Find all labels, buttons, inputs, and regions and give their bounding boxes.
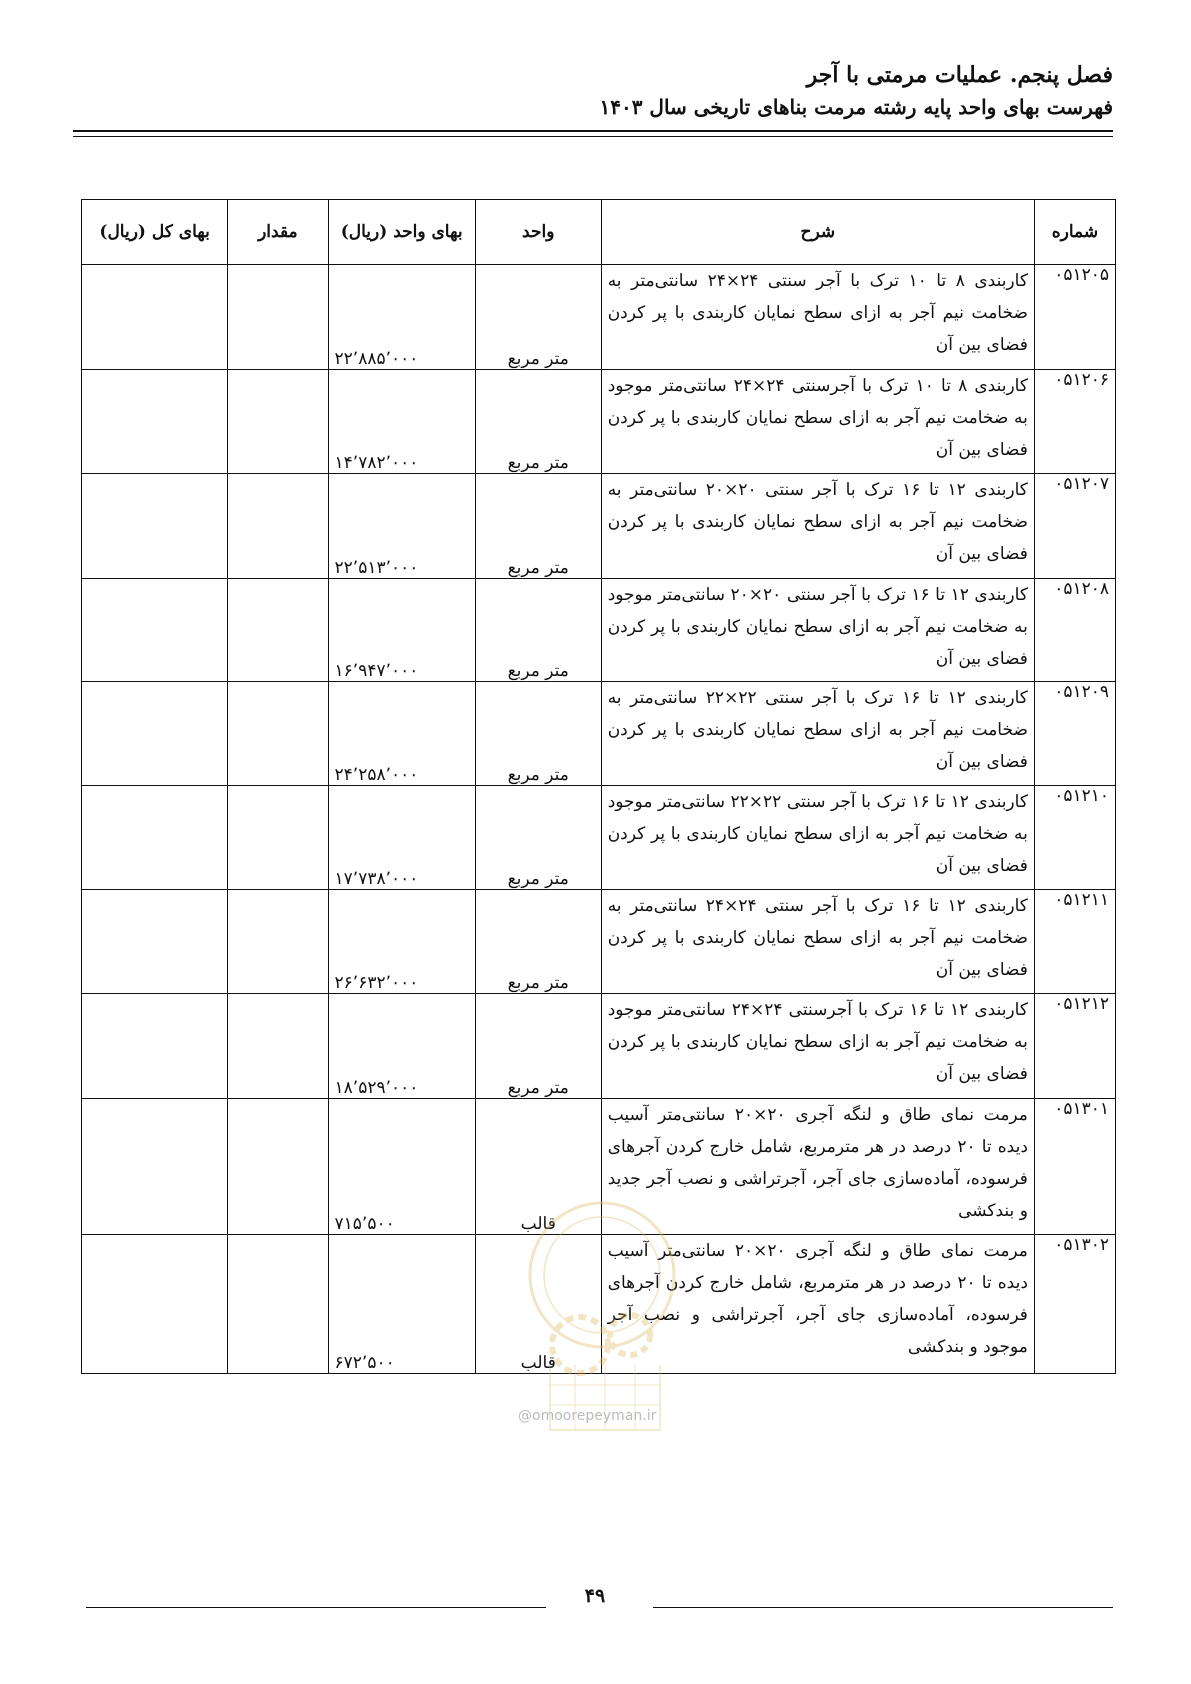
row-total-price	[82, 579, 228, 682]
row-unit: متر مربع	[475, 890, 601, 994]
row-code: ۰۵۱۳۰۱	[1034, 1099, 1115, 1235]
row-description: مرمت نمای طاق و لنگه آجری ۲۰×۲۰ سانتی‌متر آسیب دیده تا ۲۰ درصد در هر مترمربع، شامل خارج کردن آجرهای فرسوده، آماده‌سازی جای آجر، آجرتراشی و نصب آجر موجود و بندکشی	[601, 1235, 1034, 1374]
row-quantity	[228, 265, 328, 370]
row-quantity	[228, 786, 328, 890]
row-unit-price: ۶۷۲٬۵۰۰	[328, 1235, 475, 1374]
row-unit: متر مربع	[475, 682, 601, 786]
header-code: شماره	[1034, 200, 1115, 265]
table-row	[82, 579, 1116, 682]
row-unit-price: ۷۱۵٬۵۰۰	[328, 1099, 475, 1235]
row-total-price	[82, 786, 228, 890]
row-code: ۰۵۱۲۱۱	[1034, 890, 1115, 994]
row-unit-price: ۲۲٬۵۱۳٬۰۰۰	[328, 474, 475, 579]
row-total-price	[82, 474, 228, 579]
row-unit: متر مربع	[475, 370, 601, 474]
row-description: کاربندی ۱۲ تا ۱۶ ترک با آجر سنتی ۲۲×۲۲ سانتی‌متر به ضخامت نیم آجر به ازای سطح نمایان کاربندی با پر کردن فضای بین آن	[601, 682, 1034, 786]
row-unit: متر مربع	[475, 265, 601, 370]
row-description: کاربندی ۸ تا ۱۰ ترک با آجر سنتی ۲۴×۲۴ سانتی‌متر به ضخامت نیم آجر به ازای سطح نمایان کاربندی با پر کردن فضای بین آن	[601, 265, 1034, 370]
row-code: ۰۵۱۳۰۲	[1034, 1235, 1115, 1374]
row-code: ۰۵۱۲۱۲	[1034, 994, 1115, 1099]
row-quantity	[228, 890, 328, 994]
header-description: شرح	[601, 200, 1034, 265]
header-rule-thin	[73, 136, 1113, 137]
page-number: ۴۹	[584, 1585, 606, 1607]
row-quantity	[228, 994, 328, 1099]
row-total-price	[82, 265, 228, 370]
row-quantity	[228, 1099, 328, 1235]
row-unit-price: ۱۶٬۹۴۷٬۰۰۰	[328, 579, 475, 682]
row-description: کاربندی ۱۲ تا ۱۶ ترک با آجرسنتی ۲۴×۲۴ سانتی‌متر موجود به ضخامت نیم آجر به ازای سطح نمایان کاربندی با پر کردن فضای بین آن	[601, 994, 1034, 1099]
row-description: کاربندی ۱۲ تا ۱۶ ترک با آجر سنتی ۲۰×۲۰ سانتی‌متر به ضخامت نیم آجر به ازای سطح نمایان کاربندی با پر کردن فضای بین آن	[601, 474, 1034, 579]
row-quantity	[228, 1235, 328, 1374]
row-unit-price: ۲۴٬۲۵۸٬۰۰۰	[328, 682, 475, 786]
row-description: کاربندی ۱۲ تا ۱۶ ترک با آجر سنتی ۲۲×۲۲ سانتی‌متر موجود به ضخامت نیم آجر به ازای سطح نمایان کاربندی با پر کردن فضای بین آن	[601, 786, 1034, 890]
row-description: مرمت نمای طاق و لنگه آجری ۲۰×۲۰ سانتی‌متر آسیب دیده تا ۲۰ درصد در هر مترمربع، شامل خارج کردن آجرهای فرسوده، آماده‌سازی جای آجر، آجرتراشی و نصب آجر جدید و بندکشی	[601, 1099, 1034, 1235]
row-code: ۰۵۱۲۱۰	[1034, 786, 1115, 890]
header-quantity: مقدار	[228, 200, 328, 265]
row-unit: متر مربع	[475, 474, 601, 579]
row-total-price	[82, 682, 228, 786]
row-code: ۰۵۱۲۰۶	[1034, 370, 1115, 474]
footer-rule-right	[653, 1607, 1113, 1608]
page-header	[599, 58, 1113, 122]
row-unit-price: ۲۶٬۶۳۲٬۰۰۰	[328, 890, 475, 994]
row-unit-price: ۲۲٬۸۸۵٬۰۰۰	[328, 265, 475, 370]
row-description: کاربندی ۱۲ تا ۱۶ ترک با آجر سنتی ۲۰×۲۰ سانتی‌متر موجود به ضخامت نیم آجر به ازای سطح نمایان کاربندی با پر کردن فضای بین آن	[601, 579, 1034, 682]
table-row	[82, 994, 1116, 1099]
table-row	[82, 474, 1116, 579]
row-quantity	[228, 474, 328, 579]
footer-rule-left	[86, 1607, 546, 1608]
row-quantity	[228, 682, 328, 786]
row-unit: متر مربع	[475, 786, 601, 890]
row-description: کاربندی ۱۲ تا ۱۶ ترک با آجر سنتی ۲۴×۲۴ سانتی‌متر به ضخامت نیم آجر به ازای سطح نمایان کاربندی با پر کردن فضای بین آن	[601, 890, 1034, 994]
row-quantity	[228, 579, 328, 682]
row-total-price	[82, 890, 228, 994]
row-code: ۰۵۱۲۰۸	[1034, 579, 1115, 682]
row-unit: قالب	[475, 1099, 601, 1235]
row-total-price	[82, 1235, 228, 1374]
row-unit: متر مربع	[475, 994, 601, 1099]
document-subtitle: فهرست بهای واحد پایه رشته مرمت بناهای تاریخی سال ۱۴۰۳	[599, 95, 1113, 119]
header-rule-thick	[73, 130, 1113, 132]
table-row	[82, 682, 1116, 786]
header-unit: واحد	[475, 200, 601, 265]
row-quantity	[228, 370, 328, 474]
row-code: ۰۵۱۲۰۵	[1034, 265, 1115, 370]
row-total-price	[82, 370, 228, 474]
row-unit: قالب	[475, 1235, 601, 1374]
row-unit-price: ۱۸٬۵۲۹٬۰۰۰	[328, 994, 475, 1099]
row-description: کاربندی ۸ تا ۱۰ ترک با آجرسنتی ۲۴×۲۴ سانتی‌متر موجود به ضخامت نیم آجر به ازای سطح نمایان کاربندی با پر کردن فضای بین آن	[601, 370, 1034, 474]
row-unit: متر مربع	[475, 579, 601, 682]
table-row	[82, 890, 1116, 994]
row-total-price	[82, 994, 228, 1099]
row-unit-price: ۱۴٬۷۸۲٬۰۰۰	[328, 370, 475, 474]
table-row	[82, 786, 1116, 890]
chapter-title: فصل پنجم. عملیات مرمتی با آجر	[806, 62, 1113, 88]
row-total-price	[82, 1099, 228, 1235]
table-row	[82, 370, 1116, 474]
row-unit-price: ۱۷٬۷۳۸٬۰۰۰	[328, 786, 475, 890]
header-unit-price: بهای واحد (ریال)	[328, 200, 475, 265]
header-total-price: بهای کل (ریال)	[82, 200, 228, 265]
row-code: ۰۵۱۲۰۷	[1034, 474, 1115, 579]
watermark-text: @omoorepeyman.ir	[518, 1408, 657, 1424]
table-header-row	[82, 200, 1116, 265]
row-code: ۰۵۱۲۰۹	[1034, 682, 1115, 786]
table-row	[82, 265, 1116, 370]
